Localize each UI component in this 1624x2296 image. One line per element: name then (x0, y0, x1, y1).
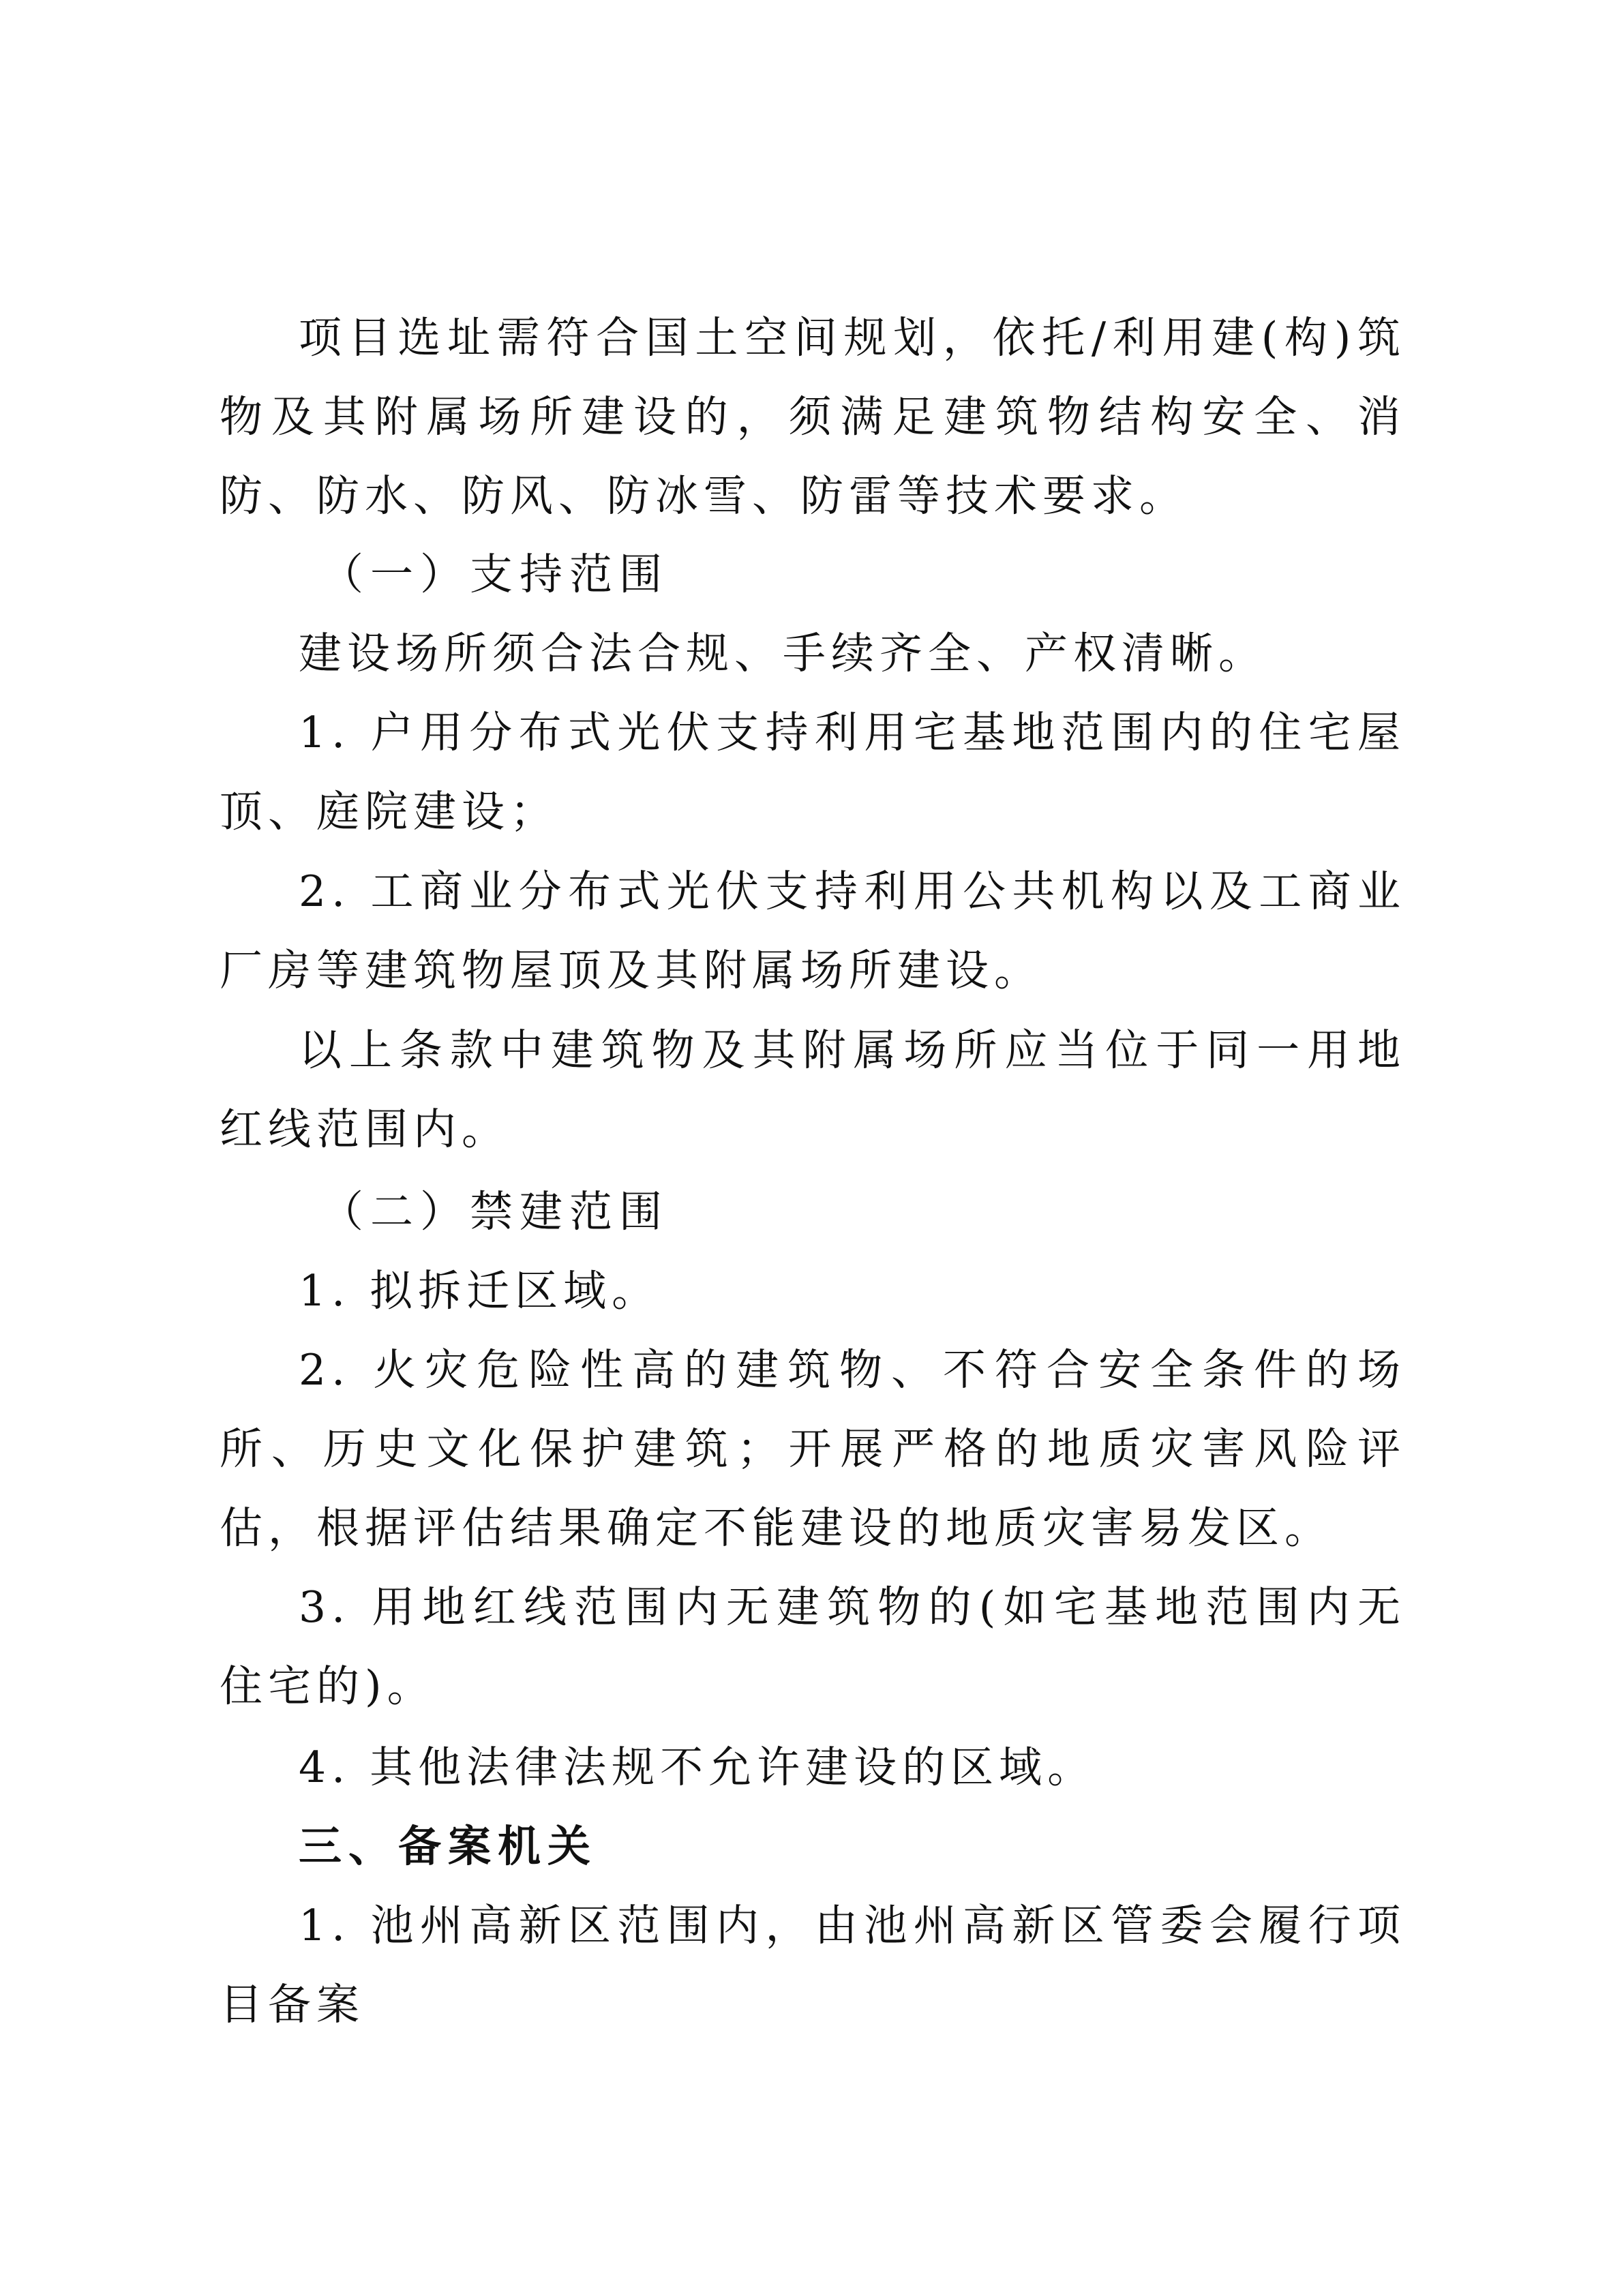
heading-support-scope: （一）支持范围 (320, 549, 669, 599)
paragraph-forbidden-item-2: 2. 火灾危险性高的建筑物、不符合安全条件的场所、历史文化保护建筑；开展严格的地质灾害风险评估，根据评估结果确定不能建设的地质灾害易发区。 (220, 1345, 1406, 1553)
paragraph-support-item-2: 2. 工商业分布式光伏支持利用公共机构以及工商业厂房等建筑物屋顶及其附属场所建设。 (220, 866, 1406, 995)
paragraph-intro: 项目选址需符合国土空间规划，依托/利用建(构)筑物及其附属场所建设的，须满足建筑物结构安全、消防、防水、防风、防冰雪、防雷等技术要求。 (220, 313, 1406, 521)
paragraph-support-lead: 建设场所须合法合规、手续齐全、产权清晰。 (299, 629, 1267, 678)
paragraph-filing-item-1: 1. 池州高新区范围内，由池州高新区管委会履行项目备案 (220, 1901, 1406, 2029)
heading-forbidden-scope: （二）禁建范围 (320, 1187, 669, 1237)
paragraph-support-note: 以上条款中建筑物及其附属场所应当位于同一用地红线范围内。 (220, 1025, 1406, 1154)
heading-filing-authority: 三、备案机关 (299, 1822, 597, 1871)
paragraph-support-item-1: 1. 户用分布式光伏支持利用宅基地范围内的住宅屋顶、庭院建设； (220, 708, 1406, 836)
paragraph-forbidden-item-4: 4. 其他法律法规不允许建设的区域。 (299, 1742, 1096, 1792)
paragraph-forbidden-item-1: 1. 拟拆迁区域。 (299, 1266, 661, 1316)
paragraph-forbidden-item-3: 3. 用地红线范围内无建筑物的(如宅基地范围内无住宅的)。 (220, 1582, 1406, 1711)
